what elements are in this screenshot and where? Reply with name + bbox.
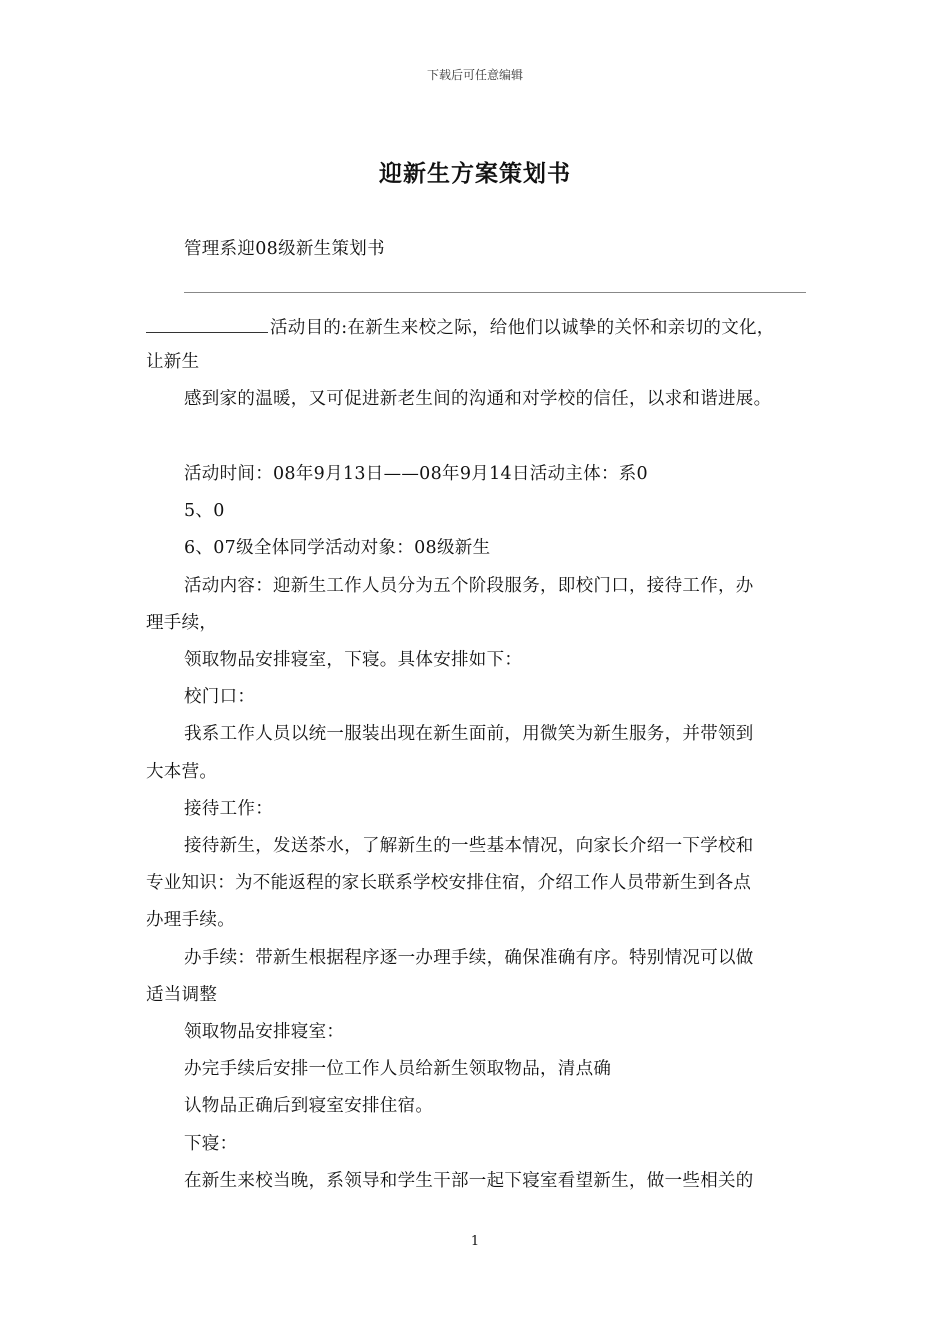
paragraph-line: 接待新生，发送茶水，了解新生的一些基本情况，向家长介绍一下学校和 — [184, 836, 754, 856]
paragraph-line: 办手续：带新生根据程序逐一办理手续，确保准确有序。特别情况可以做 — [184, 948, 754, 968]
paragraph-line: 我系工作人员以统一服装出现在新生面前，用微笑为新生服务，并带领到 — [184, 724, 754, 744]
paragraph-line: 大本营。 — [146, 762, 218, 782]
paragraph-line: 6、07级全体同学活动对象：08级新生 — [184, 538, 491, 558]
page-number: 1 — [470, 1234, 480, 1249]
section-heading: 领取物品安排寝室： — [184, 1022, 345, 1042]
paragraph-line: 让新生 — [146, 352, 200, 372]
paragraph-line: 适当调整 — [146, 985, 218, 1005]
subtitle-line: 管理系迎08级新生策划书 — [184, 239, 385, 259]
paragraph-line: 在新生来校当晚，系领导和学生干部一起下寝室看望新生，做一些相关的 — [184, 1171, 754, 1191]
fill-in-blank — [146, 314, 268, 333]
paragraph-line: 感到家的温暖，又可促进新老生间的沟通和对学校的信任，以求和谐进展。 — [184, 389, 772, 409]
section-heading: 接待工作： — [184, 799, 273, 819]
section-heading: 校门口： — [184, 687, 256, 707]
paragraph-text: 活动目的:在新生来校之际，给他们以诚挚的关怀和亲切的文化， — [270, 318, 775, 338]
paragraph-line: 理手续， — [146, 613, 218, 633]
paragraph-line: 认物品正确后到寝室安排住宿。 — [184, 1096, 434, 1116]
paragraph-line: 活动内容：迎新生工作人员分为五个阶段服务，即校门口，接待工作，办 — [184, 576, 754, 596]
document-title: 迎新生方案策划书 — [379, 160, 571, 187]
paragraph-line: 办完手续后安排一位工作人员给新生领取物品，清点确 — [184, 1059, 612, 1079]
paragraph-line: 专业知识：为不能返程的家长联系学校安排住宿，介绍工作人员带新生到各点 — [146, 873, 752, 893]
paragraph-line: 5、0 — [184, 501, 225, 521]
section-heading: 下寝： — [184, 1134, 238, 1154]
paragraph-line: 活动时间：08年9月13日——08年9月14日活动主体：系0 — [184, 464, 648, 484]
horizontal-rule — [184, 292, 806, 293]
paragraph-line: 办理手续。 — [146, 910, 235, 930]
page-header: 下载后可任意编辑 — [426, 68, 523, 82]
paragraph-line: 领取物品安排寝室，下寝。具体安排如下： — [184, 650, 523, 670]
paragraph-line — [146, 314, 775, 340]
